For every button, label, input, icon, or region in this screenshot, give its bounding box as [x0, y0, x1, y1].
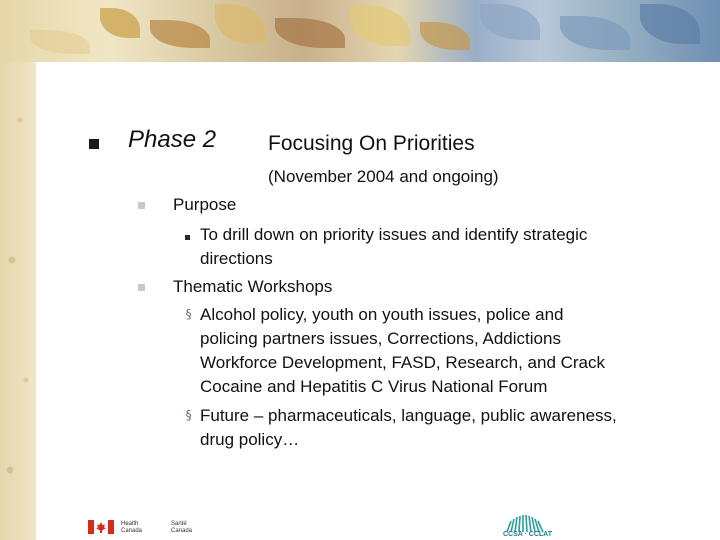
purpose-label: Purpose — [173, 195, 237, 214]
leaf-decoration — [350, 6, 410, 46]
workshops-line: policing partners issues, Corrections, Addictions — [200, 329, 561, 348]
slide-title: Focusing On Priorities — [268, 132, 475, 155]
leaf-decoration — [150, 20, 210, 48]
thematic-workshops-label: Thematic Workshops — [173, 277, 333, 296]
ccsa-logo-text: CCSA · CCLAT — [503, 531, 552, 538]
canada-flag-icon — [88, 520, 114, 534]
workshops-line: Workforce Development, FASD, Research, and Crack — [200, 353, 606, 372]
bullet-square — [138, 202, 145, 209]
leaf-decoration — [420, 22, 470, 50]
ccsa-logo-icon — [503, 513, 547, 533]
phase-label: Phase 2 — [128, 126, 217, 153]
workshops-line: Alcohol policy, youth on youth issues, police and — [200, 305, 564, 324]
section-sign-bullet: § — [185, 307, 193, 321]
bullet-square — [185, 235, 190, 240]
parchment-border — [0, 0, 36, 540]
leaf-decoration — [640, 4, 700, 44]
leaf-decoration — [480, 4, 540, 40]
sante-canada-fr: Santé Canada — [171, 521, 193, 534]
leaf-decoration — [275, 18, 345, 48]
slide-subtitle: (November 2004 and ongoing) — [268, 167, 499, 186]
future-line: drug policy… — [200, 430, 300, 449]
workshops-line: Cocaine and Hepatitis C Virus National Forum — [200, 377, 548, 396]
leaf-decoration — [30, 30, 90, 54]
section-sign-bullet: § — [185, 408, 193, 422]
future-line: Future – pharmaceuticals, language, public awareness, — [200, 406, 617, 425]
purpose-line: To drill down on priority issues and identify strategic — [200, 225, 588, 244]
purpose-line: directions — [200, 249, 273, 268]
leaf-decoration — [215, 4, 265, 44]
health-canada-en: Health Canada — [121, 521, 143, 534]
leaf-banner — [0, 0, 720, 62]
bullet-square — [138, 284, 145, 291]
leaf-decoration — [560, 16, 630, 50]
bullet-square — [89, 139, 99, 149]
leaf-decoration — [100, 8, 140, 38]
